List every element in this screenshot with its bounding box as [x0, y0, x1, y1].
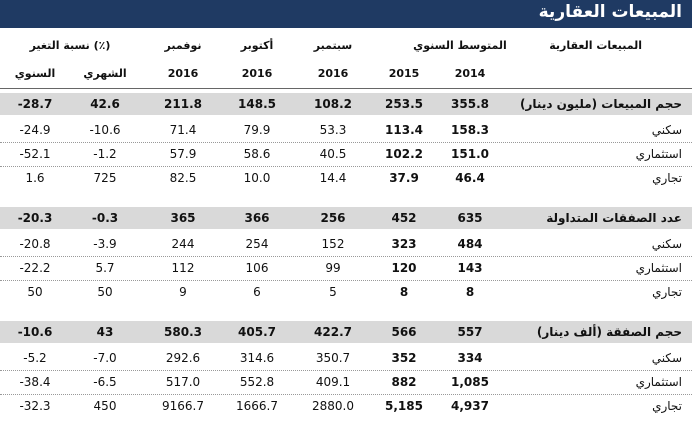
row-cell: 143 — [457, 261, 483, 275]
section-total-cell: 43 — [96, 325, 114, 339]
row-cell: 5.7 — [95, 261, 115, 275]
row-cell: 244 — [171, 237, 195, 251]
row-divider — [0, 142, 692, 143]
section-label: عدد الصفقات المتداولة — [546, 211, 682, 225]
section-total-cell: 42.6 — [90, 97, 120, 111]
header-divider — [0, 88, 692, 89]
row-cell: 450 — [93, 399, 117, 413]
section-label: حجم المبيعات (مليون دينار) — [520, 97, 682, 111]
row-cell: 552.8 — [239, 375, 275, 389]
row-cell: 112 — [171, 261, 195, 275]
row-cell: 102.2 — [385, 147, 423, 161]
row-cell: 50 — [27, 285, 43, 299]
row-cell: -7.0 — [93, 351, 117, 365]
row-cell: 484 — [457, 237, 483, 251]
row-label: استثماري — [635, 261, 682, 275]
section-total-cell: 253.5 — [385, 97, 423, 111]
header-col-6: السنوي — [14, 67, 56, 80]
header-col-2: 2016 — [317, 67, 349, 80]
row-cell: 323 — [391, 237, 417, 251]
header-month-4: نوفمبر — [164, 39, 202, 52]
section-total-cell: -0.3 — [91, 211, 119, 225]
header-annual-average: المتوسط السنوي — [413, 39, 507, 52]
row-cell: 71.4 — [169, 123, 197, 137]
row-cell: 725 — [93, 171, 117, 185]
row-cell: -5.2 — [23, 351, 47, 365]
header-change-percent: نسبة التغير (٪) — [29, 39, 111, 52]
row-cell: 37.9 — [389, 171, 419, 185]
row-label: تجاري — [652, 171, 682, 185]
section-total-cell: -28.7 — [17, 97, 53, 111]
row-divider — [0, 166, 692, 167]
row-label: تجاري — [652, 399, 682, 413]
section-total-cell: 557 — [457, 325, 483, 339]
title-bar — [0, 0, 692, 28]
section-total-cell: 635 — [457, 211, 483, 225]
row-cell: -24.9 — [19, 123, 51, 137]
row-label: استثماري — [635, 375, 682, 389]
row-cell: 58.6 — [243, 147, 271, 161]
row-cell: 10.0 — [243, 171, 271, 185]
row-cell: -38.4 — [19, 375, 51, 389]
row-cell: -20.8 — [19, 237, 51, 251]
section-total-cell: 211.8 — [164, 97, 202, 111]
row-cell: 14.4 — [319, 171, 347, 185]
row-cell: 334 — [457, 351, 483, 365]
row-label: سكني — [651, 123, 682, 137]
row-cell: 113.4 — [385, 123, 423, 137]
row-cell: 40.5 — [319, 147, 347, 161]
section-total-cell: 405.7 — [238, 325, 276, 339]
header-month-2: سبتمبر — [313, 39, 353, 52]
header-col-5: الشهري — [83, 67, 127, 80]
row-cell: 1666.7 — [236, 399, 278, 413]
header-col-1: 2015 — [388, 67, 420, 80]
row-cell: 9 — [179, 285, 187, 299]
row-cell: 350.7 — [315, 351, 351, 365]
row-divider — [0, 370, 692, 371]
row-divider — [0, 256, 692, 257]
header-month-3: أكتوبر — [240, 39, 274, 52]
row-cell: -32.3 — [19, 399, 51, 413]
row-cell: 158.3 — [451, 123, 489, 137]
row-cell: 8 — [465, 285, 475, 299]
section-total-cell: 256 — [320, 211, 346, 225]
row-divider — [0, 394, 692, 395]
section-total-cell: 580.3 — [164, 325, 202, 339]
row-cell: 882 — [391, 375, 417, 389]
row-cell: -10.6 — [89, 123, 121, 137]
row-cell: 292.6 — [165, 351, 201, 365]
row-cell: -1.2 — [93, 147, 117, 161]
section-total-cell: 366 — [244, 211, 270, 225]
row-cell: 409.1 — [315, 375, 351, 389]
row-cell: 2880.0 — [312, 399, 354, 413]
row-cell: 5,185 — [385, 399, 423, 413]
header-col-4: 2016 — [167, 67, 199, 80]
row-label: تجاري — [652, 285, 682, 299]
row-label: سكني — [651, 351, 682, 365]
section-total-cell: 355.8 — [451, 97, 489, 111]
section-total-cell: 365 — [170, 211, 196, 225]
section-total-cell: -20.3 — [17, 211, 53, 225]
section-total-cell: 108.2 — [314, 97, 352, 111]
row-cell: 53.3 — [319, 123, 347, 137]
row-cell: 6 — [253, 285, 261, 299]
row-cell: 8 — [399, 285, 409, 299]
row-cell: 152 — [321, 237, 345, 251]
row-cell: 517.0 — [165, 375, 201, 389]
row-cell: 352 — [391, 351, 417, 365]
row-cell: 9166.7 — [162, 399, 204, 413]
row-cell: -6.5 — [93, 375, 117, 389]
row-cell: 82.5 — [169, 171, 197, 185]
row-label: سكني — [651, 237, 682, 251]
row-cell: 254 — [245, 237, 269, 251]
section-total-cell: 452 — [391, 211, 417, 225]
row-cell: 57.9 — [169, 147, 197, 161]
section-total-cell: 566 — [391, 325, 417, 339]
row-cell: -52.1 — [19, 147, 51, 161]
section-total-cell: -10.6 — [17, 325, 53, 339]
section-label: حجم الصفقة (ألف دينار) — [536, 325, 682, 339]
section-total-cell: 148.5 — [238, 97, 276, 111]
row-cell: 99 — [325, 261, 341, 275]
header-row-label: المبيعات العقارية — [549, 39, 642, 52]
row-divider — [0, 280, 692, 281]
row-cell: -22.2 — [19, 261, 51, 275]
header-col-3: 2016 — [241, 67, 273, 80]
row-cell: 120 — [391, 261, 417, 275]
row-label: استثماري — [635, 147, 682, 161]
row-cell: 46.4 — [455, 171, 485, 185]
row-cell: 314.6 — [239, 351, 275, 365]
row-cell: 79.9 — [243, 123, 271, 137]
row-cell: 1,085 — [451, 375, 489, 389]
row-cell: 106 — [245, 261, 269, 275]
row-cell: 4,937 — [451, 399, 489, 413]
row-cell: -3.9 — [93, 237, 117, 251]
row-cell: 5 — [329, 285, 337, 299]
page-title: المبيعات العقارية — [538, 2, 682, 22]
header-col-0: 2014 — [454, 67, 486, 80]
row-cell: 1.6 — [25, 171, 45, 185]
row-cell: 50 — [97, 285, 113, 299]
row-cell: 151.0 — [451, 147, 489, 161]
section-total-cell: 422.7 — [314, 325, 352, 339]
